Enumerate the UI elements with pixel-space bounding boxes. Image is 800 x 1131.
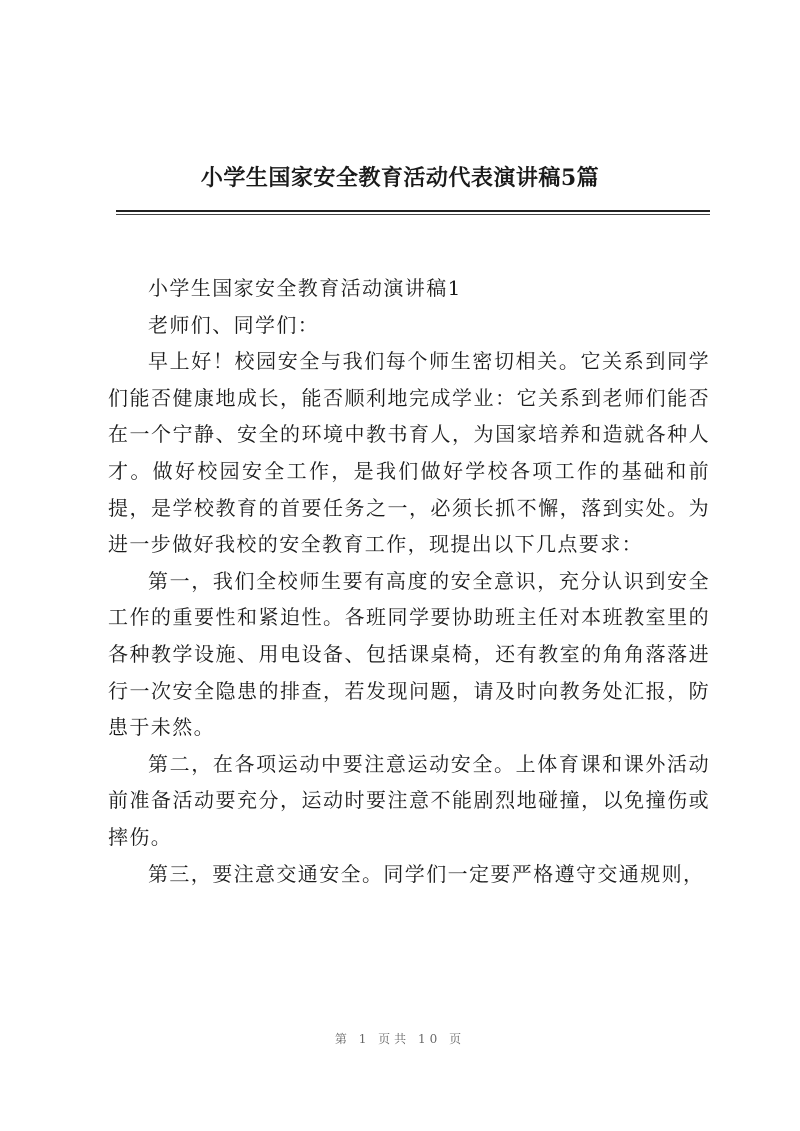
document-title: 小学生国家安全教育活动代表演讲稿5篇	[200, 165, 600, 191]
paragraph-greeting: 老师们、同学们：	[148, 312, 320, 337]
title-underline	[116, 210, 710, 212]
paragraph-subtitle: 小学生国家安全教育活动演讲稿1	[148, 276, 462, 300]
paragraph-opening: 早上好！校园安全与我们每个师生密切相关。它关系到同学们能否健康地成长，能否顺利地完成学业：它关系到老师们能否在一个宁静、安全的环境中教书育人，为国家培养和造就各种人才。做好校园安全工作，是我们做好学校各项工作的基础和前提，是学校教育的首要任务之一，必须长抓不懈，落到实处。为进一步做好我校的安全教育工作，现提出以下几点要求：	[108, 349, 710, 557]
document-body	[108, 270, 710, 892]
title-underline-thin	[116, 214, 710, 215]
paragraph-point-two: 第二，在各项运动中要注意运动安全。上体育课和课外活动前准备活动要充分，运动时要注意不能剧烈地碰撞，以免撞伤或摔伤。	[108, 751, 710, 849]
paragraph-point-three: 第三，要注意交通安全。同学们一定要严格遵守交通规则，	[148, 861, 705, 886]
paragraph-point-one: 第一，我们全校师生要有高度的安全意识，充分认识到安全工作的重要性和紧迫性。各班同学要协助班主任对本班教室里的各种教学设施、用电设备、包括课桌椅，还有教室的角角落落进行一次安全隐患的排查，若发现问题，请及时向教务处汇报，防患于未然。	[108, 568, 710, 740]
page-number-footer: 第 1 页共 10 页	[334, 1032, 466, 1046]
